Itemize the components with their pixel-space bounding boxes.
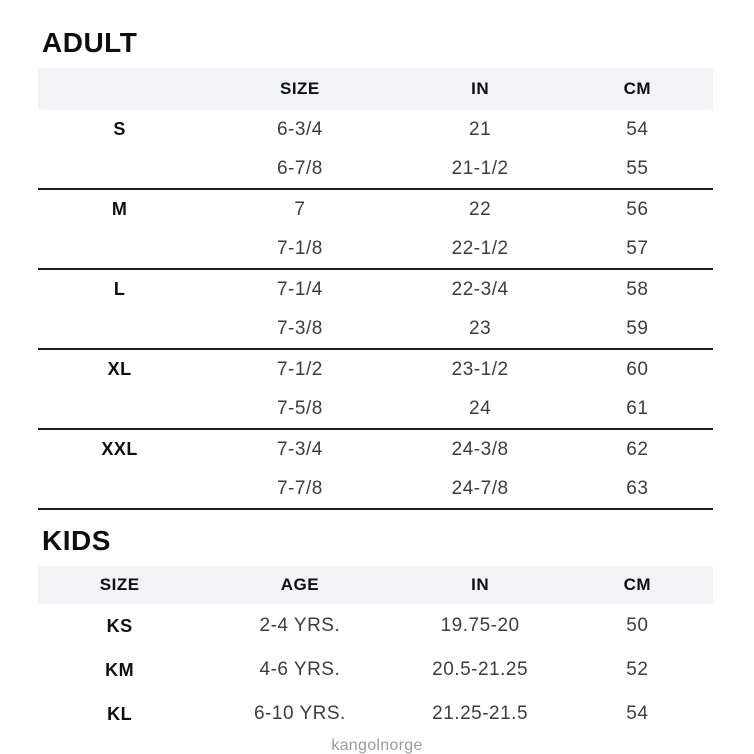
table-row <box>38 149 713 188</box>
cm-value: 61 <box>626 397 649 419</box>
inches-value: 20.5-21.25 <box>432 659 529 680</box>
inches-value: 23 <box>469 317 492 339</box>
adult-size-group-l <box>38 270 713 350</box>
table-row <box>38 229 713 268</box>
table-row <box>38 648 713 692</box>
table-row <box>38 350 713 389</box>
cm-value: 59 <box>626 317 649 339</box>
table-row <box>38 430 713 469</box>
inches-value: 21.25-21.5 <box>432 703 529 724</box>
cm-value: 50 <box>626 615 649 636</box>
hat-size-value: 7-1/8 <box>276 237 323 259</box>
adult-size-group-xl <box>38 350 713 430</box>
inches-value: 22-1/2 <box>451 237 509 259</box>
table-row <box>38 469 713 508</box>
age-value: 6-10 YRS. <box>253 703 346 724</box>
size-letter: KL <box>107 703 133 724</box>
adult-section-title: ADULT <box>42 27 138 58</box>
inches-value: 24-7/8 <box>451 477 509 499</box>
hat-size-value: 7 <box>294 198 306 220</box>
adult-size-table <box>38 68 713 510</box>
cm-value: 54 <box>626 703 649 724</box>
size-letter: M <box>111 199 128 219</box>
kids-section <box>38 526 713 736</box>
cm-value: 54 <box>626 118 649 140</box>
age-value: 2-4 YRS. <box>259 615 341 636</box>
hat-size-value: 7-1/4 <box>276 278 323 300</box>
adult-size-group-s <box>38 110 713 190</box>
hat-size-value: 6-7/8 <box>276 157 323 179</box>
size-letter: L <box>113 279 126 299</box>
size-letter: S <box>113 119 126 139</box>
kids-header-cm: CM <box>623 575 652 594</box>
cm-value: 57 <box>626 237 649 259</box>
kids-header-age: AGE <box>280 575 320 594</box>
cm-value: 56 <box>626 198 649 220</box>
inches-value: 19.75-20 <box>440 615 520 636</box>
table-row <box>38 389 713 428</box>
inches-value: 23-1/2 <box>451 358 509 380</box>
cm-value: 55 <box>626 157 649 179</box>
adult-table-header-row <box>38 68 713 110</box>
inches-value: 24 <box>469 397 492 419</box>
table-row <box>38 309 713 348</box>
hat-size-value: 7-3/4 <box>276 438 323 460</box>
inches-value: 21 <box>469 118 492 140</box>
inches-value: 22-3/4 <box>451 278 509 300</box>
hat-size-value: 7-5/8 <box>276 397 323 419</box>
kids-header-size: SIZE <box>99 575 140 594</box>
size-letter: XXL <box>101 439 138 459</box>
inches-value: 22 <box>469 198 492 220</box>
age-value: 4-6 YRS. <box>259 659 341 680</box>
kids-section-title: KIDS <box>42 525 111 556</box>
size-letter: KM <box>105 659 135 680</box>
store-name-footer: kangolnorge <box>331 737 423 754</box>
table-row <box>38 604 713 648</box>
cm-value: 60 <box>626 358 649 380</box>
hat-size-value: 7-7/8 <box>276 477 323 499</box>
adult-size-group-xxl <box>38 430 713 510</box>
inches-value: 21-1/2 <box>451 157 509 179</box>
size-letter: XL <box>107 359 132 379</box>
hat-size-value: 7-1/2 <box>276 358 323 380</box>
adult-header-cm: CM <box>623 79 652 98</box>
table-row <box>38 270 713 309</box>
table-row <box>38 110 713 149</box>
cm-value: 52 <box>626 659 649 680</box>
adult-size-group-m <box>38 190 713 270</box>
cm-value: 58 <box>626 278 649 300</box>
adult-header-in: IN <box>471 79 490 98</box>
adult-header-size: SIZE <box>279 79 320 98</box>
kids-table-header-row <box>38 566 713 604</box>
kids-header-in: IN <box>471 575 490 594</box>
inches-value: 24-3/8 <box>451 438 509 460</box>
cm-value: 62 <box>626 438 649 460</box>
cm-value: 63 <box>626 477 649 499</box>
table-row <box>38 692 713 736</box>
hat-size-value: 7-3/8 <box>276 317 323 339</box>
table-row <box>38 190 713 229</box>
kids-size-table <box>38 566 713 736</box>
size-letter: KS <box>106 615 133 636</box>
adult-section <box>38 28 713 510</box>
hat-size-value: 6-3/4 <box>276 118 323 140</box>
